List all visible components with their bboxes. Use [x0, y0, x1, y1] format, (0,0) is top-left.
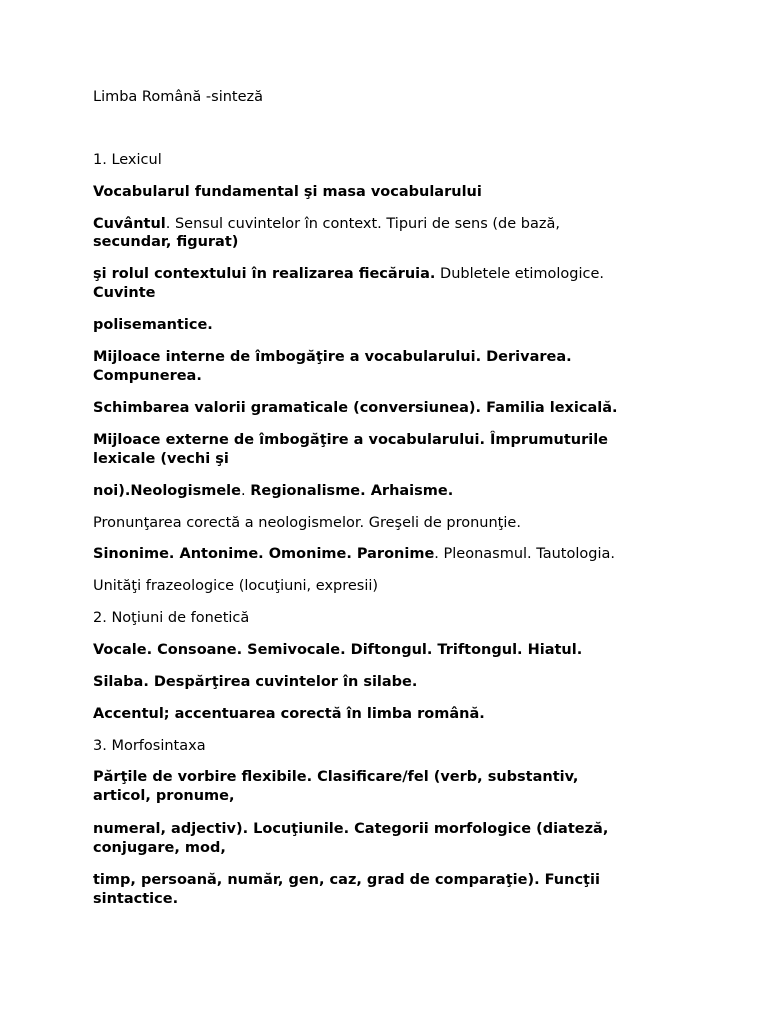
text-span: . [240, 483, 251, 499]
text-line: Schimbarea valorii gramaticale (conversiunea). Familia lexicală. [93, 400, 618, 416]
text-line: Accentul; accentuarea corectă în limba română. [93, 706, 485, 722]
text-line [93, 215, 693, 233]
text-line: secundar, figurat) [93, 234, 239, 250]
text-line: conjugare, mod, [93, 840, 226, 856]
text-line: Pronunţarea corectă a neologismelor. Greşeli de pronunţie. [93, 515, 521, 531]
text-line [93, 545, 693, 563]
text-span: şi rolul contextului în realizarea fiecăruia. [93, 266, 436, 282]
text-span: . Pleonasmul. Tautologia. [434, 546, 615, 562]
text-span: Sinonime. Antonime. Omonime. Paronime [93, 546, 435, 562]
text-line: Vocabularul fundamental şi masa vocabularului [93, 184, 482, 200]
text-line [93, 482, 693, 500]
text-line: timp, persoană, număr, gen, caz, grad de comparaţie). Funcţii [93, 872, 600, 888]
text-span: Cuvântul [93, 216, 166, 232]
text-line: numeral, adjectiv). Locuţiunile. Categorii morfologice (diateză, [93, 821, 609, 837]
text-line: Unităţi frazeologice (locuţiuni, expresii) [93, 578, 379, 594]
text-line: Silaba. Despărţirea cuvintelor în silabe. [93, 674, 418, 690]
text-span: Regionalisme. Arhaisme. [250, 483, 454, 499]
text-line: Vocale. Consoane. Semivocale. Diftongul. Triftongul. Hiatul. [93, 642, 583, 658]
text-line: Compunerea. [93, 368, 202, 384]
text-line: polisemantice. [93, 317, 213, 333]
document-title: Limba Română -sinteză [93, 89, 264, 105]
text-span: noi).Neologismele [93, 483, 241, 499]
section-heading-fonetica: 2. Noţiuni de fonetică [93, 610, 250, 626]
text-line [93, 265, 693, 283]
text-line: Mijloace interne de îmbogăţire a vocabularului. Derivarea. [93, 349, 572, 365]
text-line: Cuvinte [93, 285, 156, 301]
text-line: articol, pronume, [93, 788, 235, 804]
text-span: Dubletele etimologice. [435, 266, 604, 282]
section-heading-morfosintaxa: 3. Morfosintaxa [93, 738, 206, 754]
text-line: Mijloace externe de îmbogăţire a vocabularului. Împrumuturile [93, 432, 608, 448]
text-line: Părţile de vorbire flexibile. Clasificare/fel (verb, substantiv, [93, 769, 579, 785]
text-line: sintactice. [93, 891, 179, 907]
section-heading-lexicul: 1. Lexicul [93, 152, 162, 168]
text-line: lexicale (vechi şi [93, 451, 229, 467]
text-span: . Sensul cuvintelor în context. Tipuri de sens (de bază, [165, 216, 560, 232]
